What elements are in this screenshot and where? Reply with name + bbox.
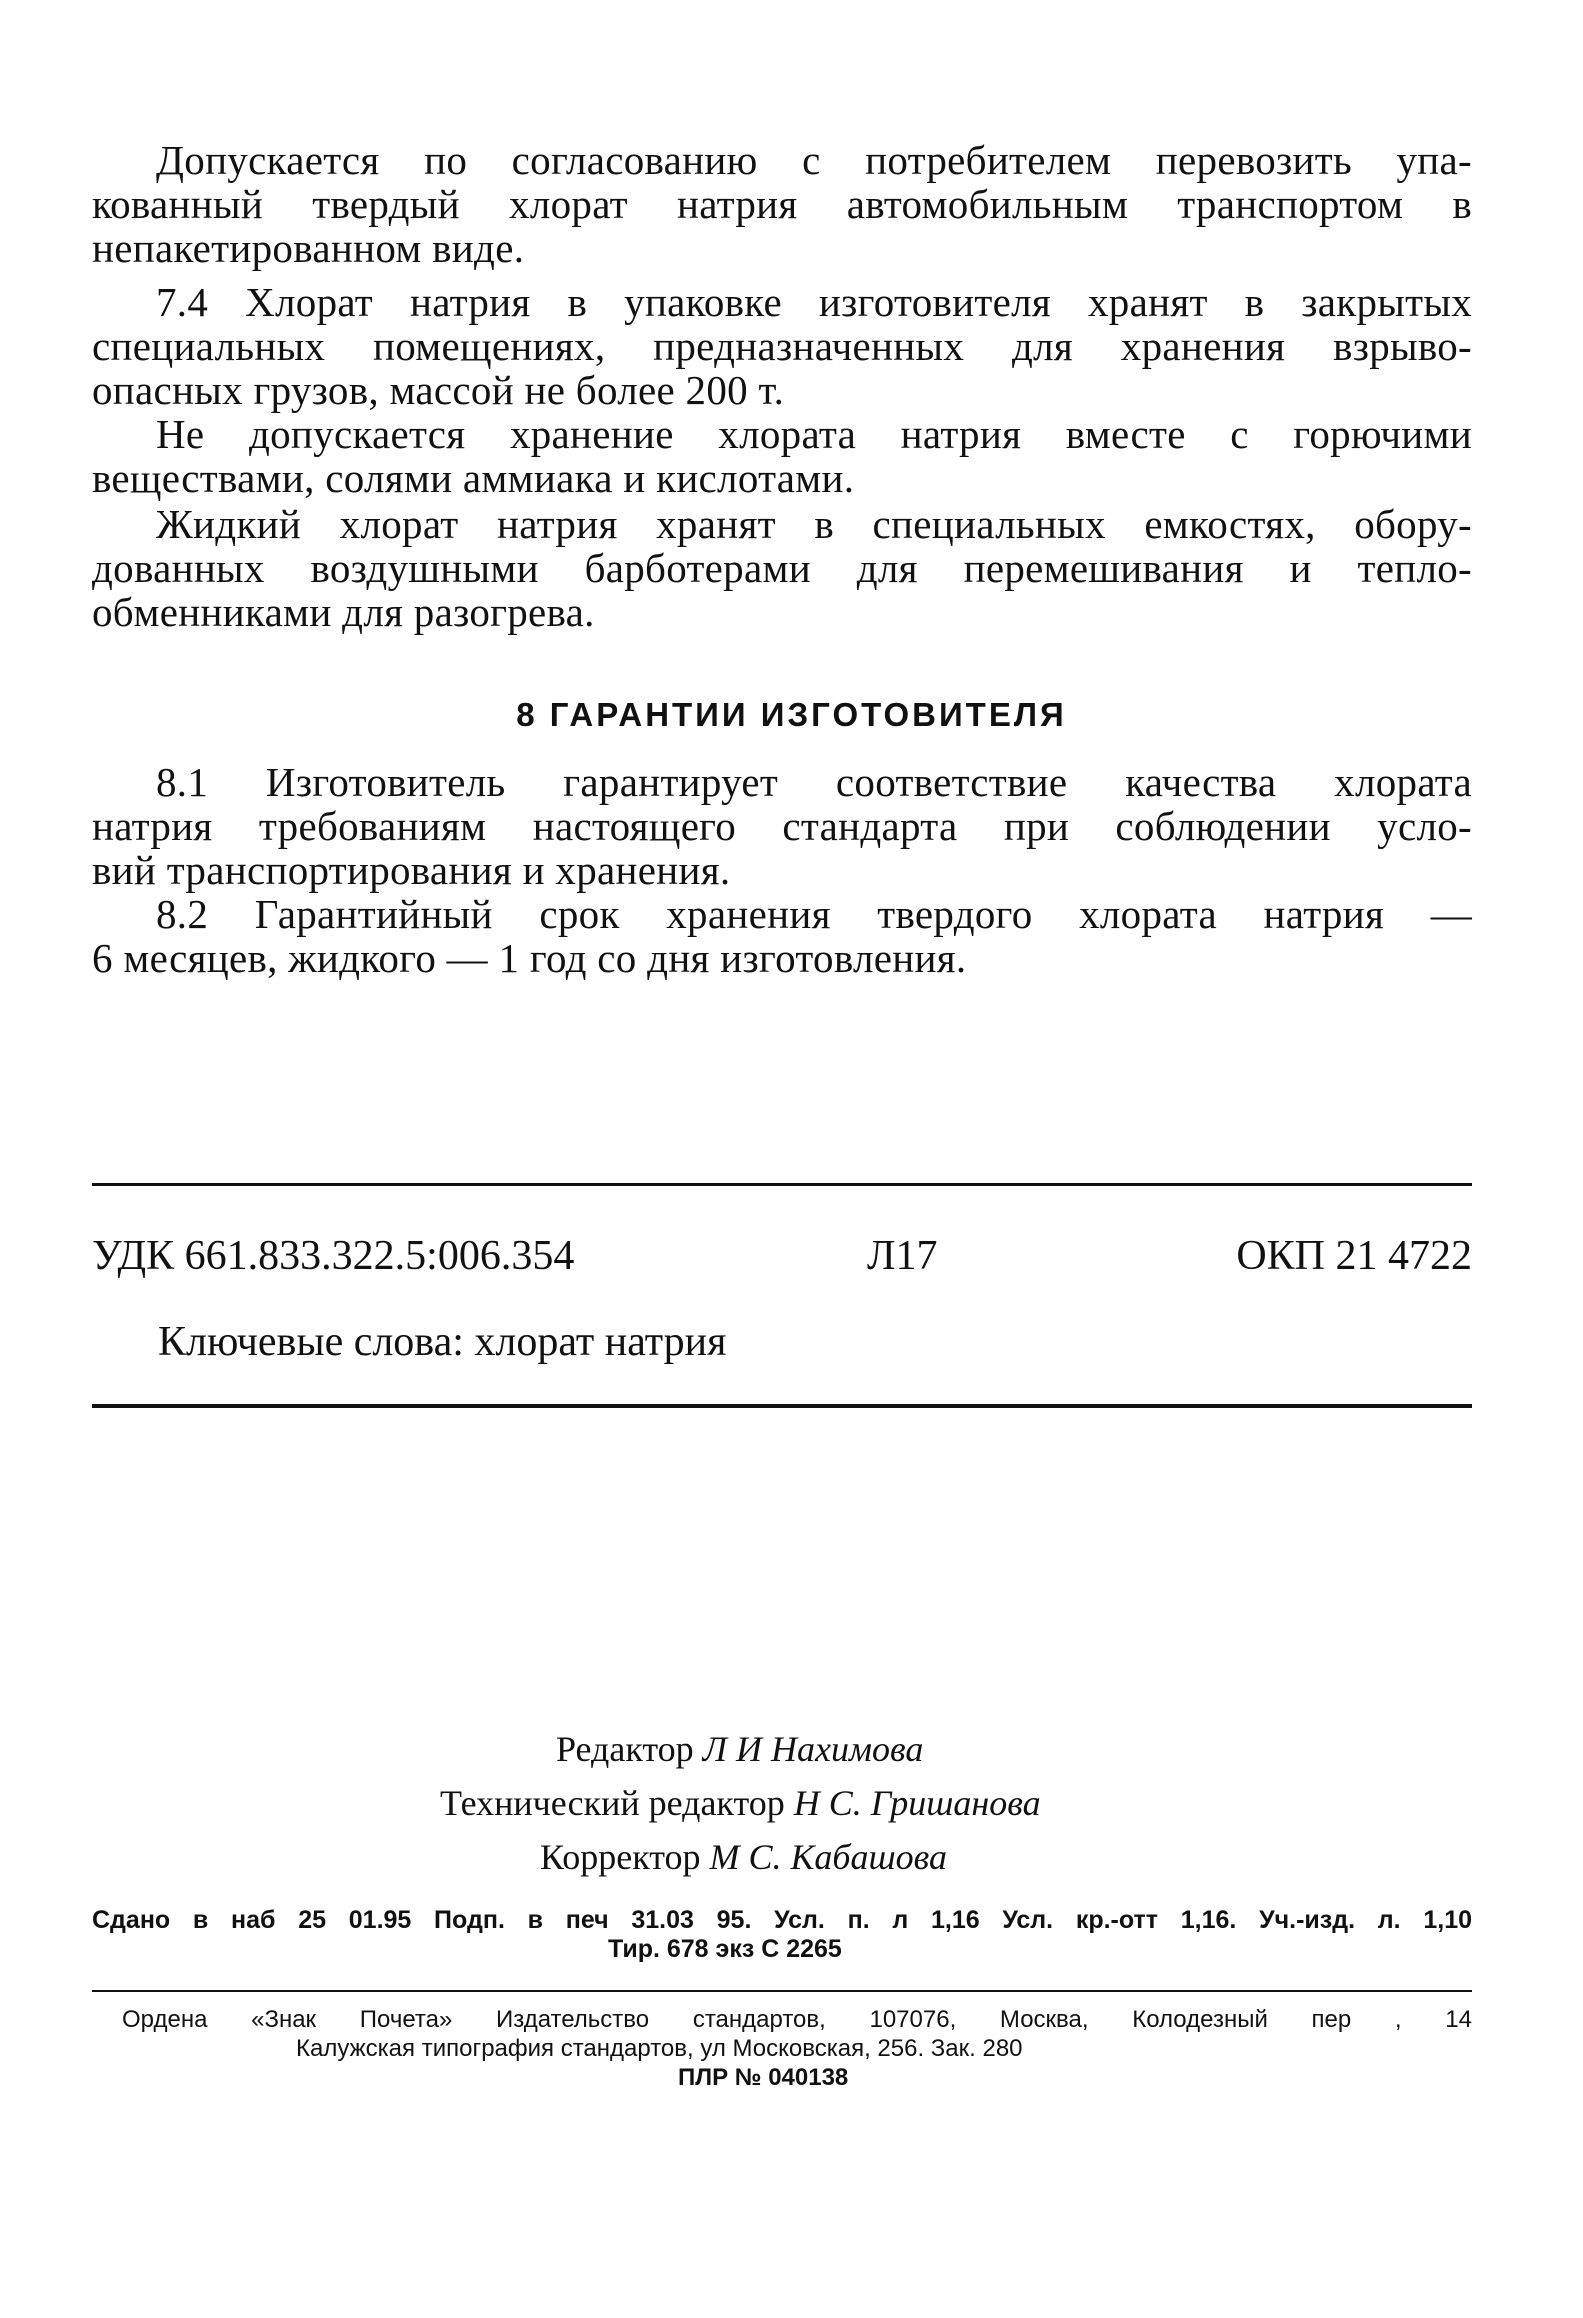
print-run-line: Тир. 678 экз С 2265 — [608, 1935, 842, 1963]
credit-editor — [0, 1722, 1583, 1776]
credit-tech-editor — [0, 1776, 1583, 1830]
credit-role: Корректор — [540, 1837, 701, 1877]
text-line: дованных воздушными барботерами для перемешивания и тепло- — [92, 545, 1472, 591]
classification-row — [92, 1232, 1472, 1282]
credit-role: Редактор — [556, 1729, 694, 1769]
text-line: опасных грузов, массой не более 200 т. — [92, 367, 785, 413]
printer-line: Калужская типография стандартов, ул Московская, 256. Зак. 280 — [296, 2035, 1023, 2062]
text-line: Допускается по согласованию с потребителем перевозить упа- — [156, 137, 1472, 183]
keywords — [158, 1318, 726, 1366]
print-info — [92, 1906, 1472, 1964]
text-line: натрия требованиям настоящего стандарта при соблюдении усло- — [92, 803, 1472, 849]
bottom-divider — [92, 1404, 1472, 1408]
paragraph-liquid-storage — [92, 502, 1472, 634]
print-info-line: Сдано в наб 25 01.95 Подп. в печ 31.03 95. Усл. п. л 1,16 Усл. кр.-отт 1,16. Уч.-изд. л. 1,10 — [92, 1906, 1472, 1934]
credit-corrector — [0, 1830, 1583, 1884]
paragraph-7-4 — [92, 280, 1472, 412]
paragraph-8-2 — [92, 892, 1472, 980]
text-line: специальных помещениях, предназначенных для хранения взрыво- — [92, 323, 1472, 369]
text-line: 8.2 Гарантийный срок хранения твердого хлората натрия — — [156, 891, 1472, 937]
keywords-label: Ключевые слова: — [158, 1319, 464, 1365]
keywords-value: хлорат натрия — [474, 1319, 727, 1365]
text-line: вий транспортирования и хранения. — [92, 847, 731, 893]
credit-person: Н С. Гришанова — [793, 1783, 1041, 1823]
text-line: 7.4 Хлорат натрия в упаковке изготовителя хранят в закрытых — [156, 279, 1472, 325]
okp-code: ОКП 21 4722 — [1236, 1233, 1472, 1279]
text-line: кованный твердый хлорат натрия автомобильным транспортом в — [92, 181, 1472, 227]
text-line: веществами, солями аммиака и кислотами. — [92, 455, 855, 501]
group-code: Л17 — [867, 1233, 938, 1279]
paragraph-storage-restriction — [92, 412, 1472, 500]
credit-person: М С. Кабашова — [709, 1837, 948, 1877]
text-line: обменниками для разогрева. — [92, 589, 595, 635]
credit-person: Л И Нахимова — [702, 1729, 924, 1769]
udk-code: УДК 661.833.322.5:006.354 — [92, 1233, 575, 1279]
credit-role: Технический редактор — [440, 1783, 785, 1823]
text-line: Не допускается хранение хлората натрия вместе с горючими — [156, 411, 1472, 457]
top-divider — [92, 1183, 1472, 1186]
paragraph-8-1 — [92, 760, 1472, 892]
publisher-divider — [92, 1990, 1472, 1992]
license-line: ПЛР № 040138 — [678, 2064, 849, 2091]
publisher-line: Ордена «Знак Почета» Издательство стандартов, 107076, Москва, Колодезный пер , 14 — [122, 2006, 1472, 2033]
text-line: 6 месяцев, жидкого — 1 год со дня изготовления. — [92, 935, 967, 981]
credits — [0, 1722, 1583, 1884]
text-line: Жидкий хлорат натрия хранят в специальных емкостях, обору- — [156, 501, 1472, 547]
text-line: непакетированном виде. — [92, 225, 525, 271]
text-line: 8.1 Изготовитель гарантирует соответствие качества хлората — [156, 759, 1472, 805]
section-8-heading: 8 ГАРАНТИИ ИЗГОТОВИТЕЛЯ — [516, 696, 1067, 733]
paragraph-transport — [92, 138, 1472, 270]
publisher-info — [92, 2005, 1472, 2092]
